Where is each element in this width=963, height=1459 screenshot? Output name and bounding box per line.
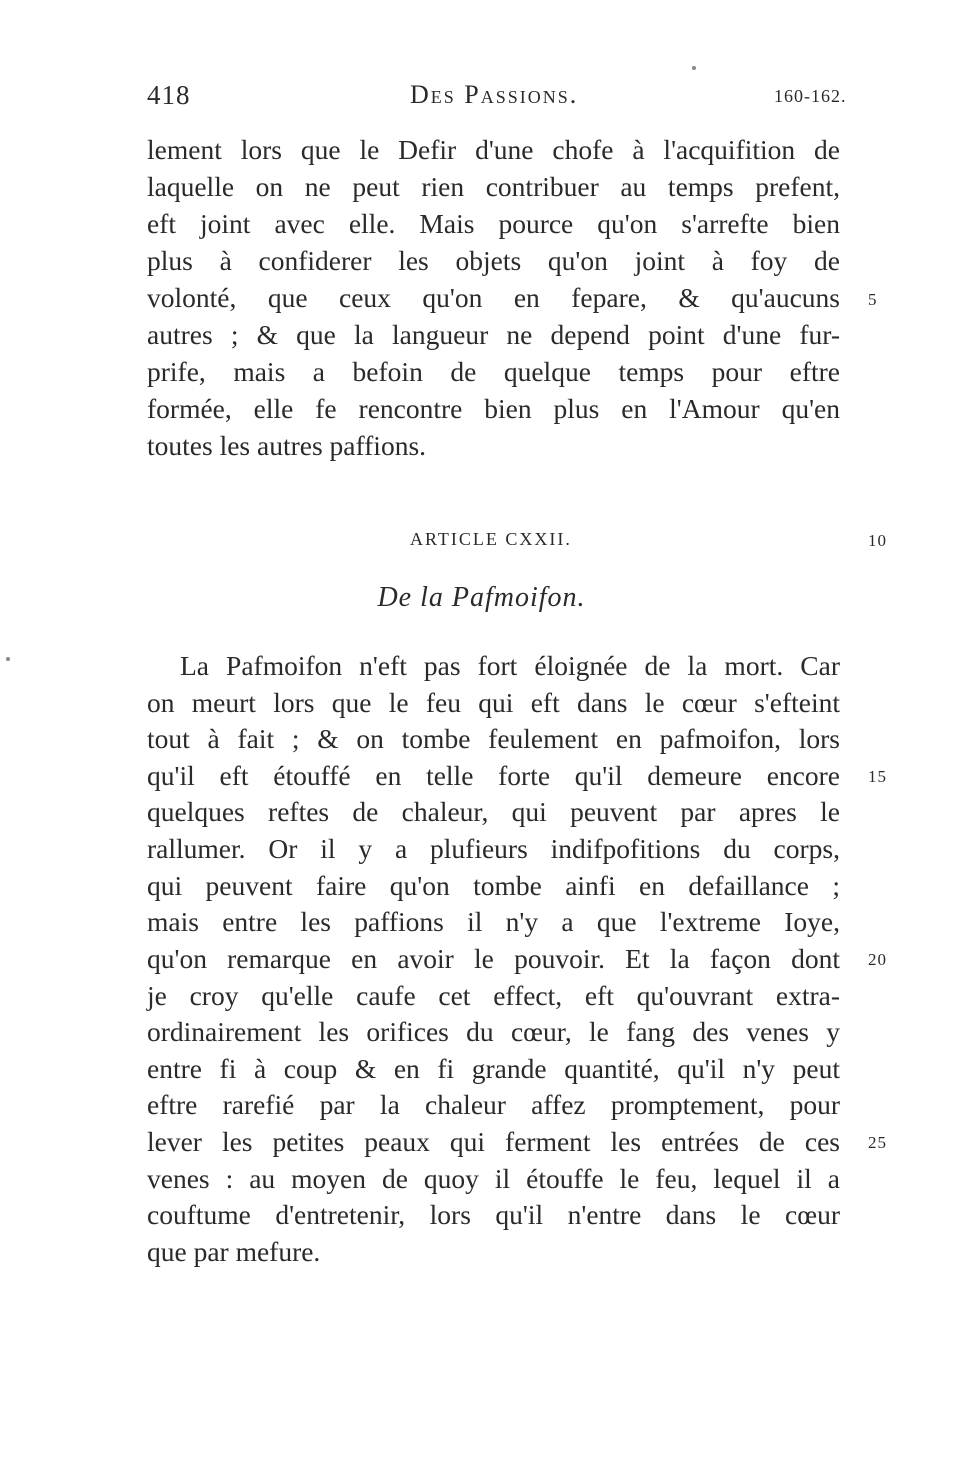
text-line: formée, elle fe rencontre bien plus en l'Amour qu'en — [147, 393, 840, 424]
text-line: rallumer. Or il y a plufieurs indifpofitions du corps, — [147, 833, 840, 864]
text-line: lement lors que le Defir d'une chofe à l'acquifition de — [147, 134, 840, 165]
text-line: eftre rarefié par la chaleur affez promptement, pour — [147, 1089, 840, 1120]
text-line: que par mefure. — [147, 1236, 321, 1267]
page-number: 418 — [147, 80, 191, 110]
text-line: entre fi à coup & en fi grande quantité, qu'il n'y peut — [147, 1053, 840, 1084]
text-line: laquelle on ne peut rien contribuer au temps prefent, — [147, 171, 840, 202]
text-line: tout à fait ; & on tombe feulement en pafmoifon, lors — [147, 723, 840, 754]
text-line: qu'on remarque en avoir le pouvoir. Et la façon dont — [147, 943, 840, 974]
text-line: eft joint avec elle. Mais pource qu'on s'arrefte bien — [147, 208, 840, 239]
text-line: prife, mais a befoin de quelque temps pour eftre — [147, 356, 840, 387]
text-line: mais entre les paffions il n'y a que l'extreme Ioye, — [147, 906, 840, 937]
paper-speck — [692, 66, 696, 70]
text-line: on meurt lors que le feu qui eft dans le cœur s'efteint — [147, 687, 840, 718]
text-line: autres ; & que la langueur ne depend point d'une fur- — [147, 319, 840, 350]
margin-line-number: 15 — [868, 767, 887, 786]
paper-speck — [6, 657, 10, 661]
text-line: qu'il eft étouffé en telle forte qu'il demeure encore — [147, 760, 840, 791]
text-line: quelques reftes de chaleur, qui peuvent par apres le — [147, 796, 840, 827]
text-line: plus à confiderer les objets qu'on joint à foy de — [147, 245, 840, 276]
text-line: volonté, que ceux qu'on en fepare, & qu'aucuns — [147, 282, 840, 313]
article-heading: ARTICLE CXXII. — [410, 529, 572, 549]
margin-line-number: 25 — [868, 1133, 887, 1152]
margin-line-number: 5 — [868, 290, 878, 309]
text-line: je croy qu'elle caufe cet effect, eft qu'ouvrant extra- — [147, 980, 840, 1011]
text-line: La Pafmoifon n'eft pas fort éloignée de la mort. Car — [180, 650, 840, 681]
text-line: venes : au moyen de quoy il étouffe le feu, lequel il a — [147, 1163, 840, 1194]
margin-line-number: 10 — [868, 531, 887, 550]
text-line: ordinairement les orifices du cœur, le fang des venes y — [147, 1016, 840, 1047]
text-line: toutes les autres paffions. — [147, 430, 427, 461]
running-title: Des Passions. — [410, 80, 579, 109]
text-line: couftume d'entretenir, lors qu'il n'entre dans le cœur — [147, 1199, 840, 1230]
text-line: lever les petites peaux qui ferment les entrées de ces — [147, 1126, 840, 1157]
section-range: 160-162. — [774, 86, 847, 106]
margin-line-number: 20 — [868, 950, 887, 969]
text-line: qui peuvent faire qu'on tombe ainfi en defaillance ; — [147, 870, 840, 901]
article-title: De la Pafmoifon. — [377, 582, 586, 613]
